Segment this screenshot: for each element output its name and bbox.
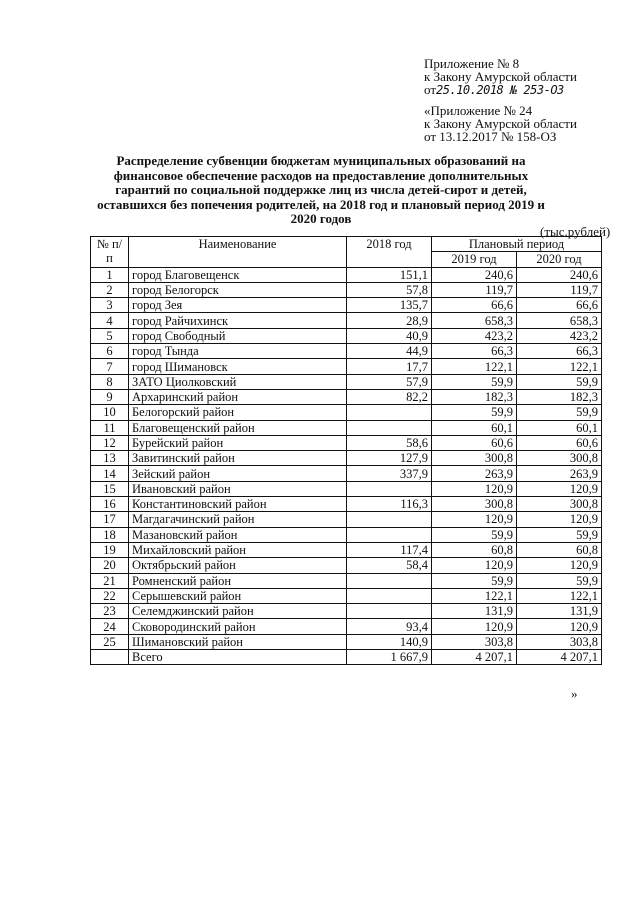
header-name: Наименование	[129, 237, 347, 268]
appendix-number: Приложение № 8	[424, 56, 520, 71]
table-row	[91, 588, 602, 603]
total-row	[91, 650, 602, 665]
row-2020: 182,3	[517, 389, 602, 404]
total-2019: 4 207,1	[432, 650, 517, 665]
row-2020: 122,1	[517, 588, 602, 603]
row-2020: 423,2	[517, 328, 602, 343]
row-2019: 303,8	[432, 634, 517, 649]
row-2019: 59,9	[432, 573, 517, 588]
table-row	[91, 451, 602, 466]
row-name: Михайловский район	[129, 542, 347, 557]
row-2019: 300,8	[432, 497, 517, 512]
row-2019: 131,9	[432, 604, 517, 619]
table-row	[91, 634, 602, 649]
row-2018: 28,9	[347, 313, 432, 328]
appendix-law: к Закону Амурской области	[424, 69, 577, 84]
header-plan: Плановый период	[432, 237, 602, 252]
header-2018: 2018 год	[347, 237, 432, 268]
row-2018: 337,9	[347, 466, 432, 481]
row-2020: 131,9	[517, 604, 602, 619]
total-label: Всего	[129, 650, 347, 665]
row-name: город Свободный	[129, 328, 347, 343]
row-2019: 423,2	[432, 328, 517, 343]
row-2019: 240,6	[432, 267, 517, 282]
subsidy-table	[90, 236, 602, 665]
row-2020: 240,6	[517, 267, 602, 282]
table-row	[91, 298, 602, 313]
row-name: Зейский район	[129, 466, 347, 481]
header-num: № п/п	[91, 237, 129, 268]
row-2019: 182,3	[432, 389, 517, 404]
row-2019: 263,9	[432, 466, 517, 481]
row-2018: 93,4	[347, 619, 432, 634]
row-2020: 59,9	[517, 527, 602, 542]
row-2019: 59,9	[432, 374, 517, 389]
row-number: 24	[91, 619, 129, 634]
row-number: 1	[91, 267, 129, 282]
row-name: город Тында	[129, 344, 347, 359]
row-2019: 60,6	[432, 435, 517, 450]
row-2019: 122,1	[432, 588, 517, 603]
row-number: 8	[91, 374, 129, 389]
total-blank	[91, 650, 129, 665]
row-2020: 59,9	[517, 405, 602, 420]
row-2019: 120,9	[432, 481, 517, 496]
row-2018: 17,7	[347, 359, 432, 374]
row-2018: 58,6	[347, 435, 432, 450]
row-name: Завитинский район	[129, 451, 347, 466]
row-number: 12	[91, 435, 129, 450]
row-2020: 300,8	[517, 451, 602, 466]
prev-appendix-law: к Закону Амурской области	[424, 116, 577, 131]
closing-quote: »	[571, 686, 578, 701]
row-2018: 82,2	[347, 389, 432, 404]
row-name: ЗАТО Циолковский	[129, 374, 347, 389]
row-2018: 57,8	[347, 282, 432, 297]
table-row	[91, 573, 602, 588]
row-2018: 127,9	[347, 451, 432, 466]
total-2020: 4 207,1	[517, 650, 602, 665]
row-number: 7	[91, 359, 129, 374]
row-2020: 263,9	[517, 466, 602, 481]
row-name: Константиновский район	[129, 497, 347, 512]
row-2019: 66,3	[432, 344, 517, 359]
table-row	[91, 282, 602, 297]
row-2020: 60,8	[517, 542, 602, 557]
row-2018	[347, 527, 432, 542]
row-name: город Благовещенск	[129, 267, 347, 282]
table-row	[91, 405, 602, 420]
row-name: Архаринский район	[129, 389, 347, 404]
row-name: Шимановский район	[129, 634, 347, 649]
row-number: 3	[91, 298, 129, 313]
appendix-date	[424, 83, 564, 97]
row-2019: 120,9	[432, 619, 517, 634]
table-row	[91, 344, 602, 359]
row-number: 4	[91, 313, 129, 328]
row-number: 11	[91, 420, 129, 435]
row-number: 5	[91, 328, 129, 343]
table-row	[91, 619, 602, 634]
row-name: город Зея	[129, 298, 347, 313]
row-2019: 120,9	[432, 558, 517, 573]
row-number: 17	[91, 512, 129, 527]
table-row	[91, 481, 602, 496]
row-2019: 60,8	[432, 542, 517, 557]
row-name: Бурейский район	[129, 435, 347, 450]
row-2020: 303,8	[517, 634, 602, 649]
row-number: 25	[91, 634, 129, 649]
prev-appendix-date: от 13.12.2017 № 158-ОЗ	[424, 129, 557, 144]
row-number: 15	[91, 481, 129, 496]
row-2019: 300,8	[432, 451, 517, 466]
table-row	[91, 435, 602, 450]
row-name: Магдагачинский район	[129, 512, 347, 527]
row-2020: 59,9	[517, 573, 602, 588]
table-row	[91, 359, 602, 374]
unit-label: (тыс.рублей)	[540, 224, 611, 239]
row-2018	[347, 604, 432, 619]
row-number: 19	[91, 542, 129, 557]
table-row	[91, 389, 602, 404]
row-2018: 44,9	[347, 344, 432, 359]
table-row	[91, 420, 602, 435]
row-number: 10	[91, 405, 129, 420]
row-2018	[347, 573, 432, 588]
row-name: Белогорский район	[129, 405, 347, 420]
table-row	[91, 466, 602, 481]
row-2019: 122,1	[432, 359, 517, 374]
row-2019: 59,9	[432, 527, 517, 542]
row-number: 16	[91, 497, 129, 512]
table-row	[91, 527, 602, 542]
table-row	[91, 374, 602, 389]
row-2018: 140,9	[347, 634, 432, 649]
table-row	[91, 497, 602, 512]
table-row	[91, 604, 602, 619]
header-2020: 2020 год	[517, 252, 602, 267]
row-2020: 66,3	[517, 344, 602, 359]
total-2018: 1 667,9	[347, 650, 432, 665]
row-number: 6	[91, 344, 129, 359]
row-number: 20	[91, 558, 129, 573]
row-number: 9	[91, 389, 129, 404]
row-2018: 58,4	[347, 558, 432, 573]
table-row	[91, 558, 602, 573]
row-2019: 60,1	[432, 420, 517, 435]
row-name: Мазановский район	[129, 527, 347, 542]
table-row	[91, 512, 602, 527]
row-2020: 59,9	[517, 374, 602, 389]
header-2019: 2019 год	[432, 252, 517, 267]
row-2018	[347, 588, 432, 603]
row-2018: 40,9	[347, 328, 432, 343]
row-name: город Белогорск	[129, 282, 347, 297]
row-name: Благовещенский район	[129, 420, 347, 435]
table-row	[91, 313, 602, 328]
row-2018: 135,7	[347, 298, 432, 313]
row-2020: 120,9	[517, 512, 602, 527]
row-name: Октябрьский район	[129, 558, 347, 573]
row-2020: 300,8	[517, 497, 602, 512]
row-2019: 658,3	[432, 313, 517, 328]
row-2018: 151,1	[347, 267, 432, 282]
row-2020: 119,7	[517, 282, 602, 297]
row-2018	[347, 481, 432, 496]
row-name: Ромненский район	[129, 573, 347, 588]
row-name: Серышевский район	[129, 588, 347, 603]
row-number: 22	[91, 588, 129, 603]
row-name: Сковородинский район	[129, 619, 347, 634]
row-2020: 120,9	[517, 481, 602, 496]
row-number: 18	[91, 527, 129, 542]
row-2019: 120,9	[432, 512, 517, 527]
row-name: город Шимановск	[129, 359, 347, 374]
handwritten-date: 25.10.2018 № 253-ОЗ	[436, 83, 564, 97]
row-2020: 120,9	[517, 619, 602, 634]
appendix-date-prefix: от	[424, 82, 437, 97]
row-2018	[347, 405, 432, 420]
row-2019: 119,7	[432, 282, 517, 297]
row-2019: 66,6	[432, 298, 517, 313]
row-2018: 116,3	[347, 497, 432, 512]
row-number: 21	[91, 573, 129, 588]
row-2020: 66,6	[517, 298, 602, 313]
document-title: Распределение субвенции бюджетам муниципальных образований на финансовое обеспечение расходов на предоставление дополнительных гарантий по социальной поддержке лиц из числа детей-сирот и детей, оставшихся без попечения родителей, на 2018 год и плановый период 2019 и 2020 годов	[97, 153, 545, 226]
row-2018	[347, 420, 432, 435]
row-number: 14	[91, 466, 129, 481]
row-2020: 60,1	[517, 420, 602, 435]
table-row	[91, 542, 602, 557]
table-row	[91, 267, 602, 282]
row-2020: 658,3	[517, 313, 602, 328]
prev-appendix-number: «Приложение № 24	[424, 103, 533, 118]
row-2018	[347, 512, 432, 527]
row-2018: 57,9	[347, 374, 432, 389]
row-2019: 59,9	[432, 405, 517, 420]
row-number: 13	[91, 451, 129, 466]
row-number: 2	[91, 282, 129, 297]
row-number: 23	[91, 604, 129, 619]
row-2020: 122,1	[517, 359, 602, 374]
table-row	[91, 328, 602, 343]
row-name: Селемджинский район	[129, 604, 347, 619]
row-name: город Райчихинск	[129, 313, 347, 328]
row-2020: 120,9	[517, 558, 602, 573]
row-2020: 60,6	[517, 435, 602, 450]
row-2018: 117,4	[347, 542, 432, 557]
row-name: Ивановский район	[129, 481, 347, 496]
